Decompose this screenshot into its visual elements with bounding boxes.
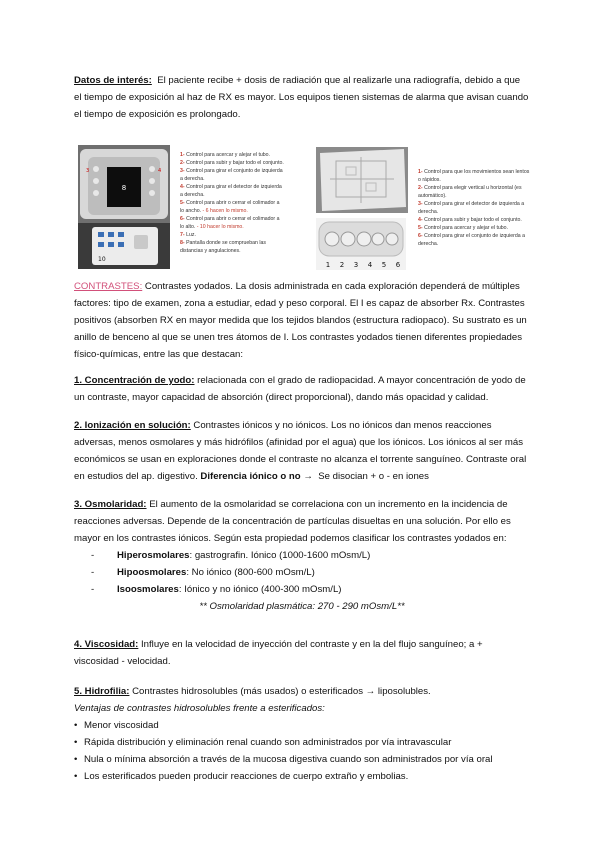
legend-panel-2 bbox=[418, 168, 532, 248]
legend-item: 4- Control para girar el detector de izquierda a derecha. bbox=[180, 184, 282, 198]
osmolaridad-text: El aumento de la osmolaridad se correlaciona con un incremento en la incidencia de reacciones adversas. Depende de la concentración de partículas disueltas en una solución. Por ello es mayor en los contrastes iónicos. Según esta propiedad podemos clasificar los contrastes yodados en: bbox=[74, 499, 511, 544]
legend-item: 2- Control para elegir vertical u horizontal (es automático). bbox=[418, 185, 522, 199]
panel2-number: 6 bbox=[395, 261, 401, 269]
legend-item: 8- Pantalla donde se comprueban las distancias y angulaciones. bbox=[180, 240, 266, 254]
list-item: • Los esterificados pueden producir reacciones de cuerpo extraño y embolias. bbox=[74, 768, 530, 785]
ionizacion-text: Contrastes iónicos y no iónicos. Los no iónicos dan menos reacciones adversas, menos osmolares y más hidrófilos (afinidad por el agua) que los iónicos. Los iónicos al ser más económicos se usan en exploraciones donde el contraste no alcanza el torrente sanguíneo. Contraste oral en estudios del ap. digestivo. bbox=[74, 420, 527, 482]
ionizacion-bold: Diferencia iónico o no bbox=[200, 471, 301, 482]
list-item: - Hiperosmolares: gastrografin. Iónico (1000-1600 mOsm/L) bbox=[74, 547, 530, 564]
svg-text:3: 3 bbox=[86, 168, 90, 174]
legend-item: 5- Control para acercar y alejar el tubo. bbox=[418, 225, 508, 231]
intro-paragraph bbox=[74, 72, 530, 123]
xray-panel-photo-1 bbox=[78, 145, 170, 269]
svg-text:8: 8 bbox=[121, 184, 127, 192]
ionizacion-label: 2. Ionización en solución: bbox=[74, 420, 191, 431]
panel2-number: 5 bbox=[381, 261, 387, 269]
plasma-osmolarity-note: ** Osmolaridad plasmática: 270 - 290 mOsm/L** bbox=[199, 601, 405, 612]
list-item: • Nula o mínima absorción a través de la mucosa digestiva cuando son administrados por vía oral bbox=[74, 751, 530, 768]
hidrofilia-list bbox=[74, 717, 530, 785]
contrastes-label: CONTRASTES: bbox=[74, 281, 143, 292]
legend-item: 7- Luz. bbox=[180, 232, 196, 238]
legend-item: 3- Control para girar el detector de izquierda a derecha. bbox=[418, 201, 525, 215]
viscosidad-text: Influye en la velocidad de inyección del contraste y en la del flujo sanguíneo; a + viscosidad - velocidad. bbox=[74, 639, 483, 667]
legend-item: 6- Control para abrir o cerrar el colimador a lo alto. - 10 hacer lo mismo. bbox=[180, 216, 280, 230]
legend-item: 4- Control para subir y bajar todo el conjunto. bbox=[418, 217, 522, 223]
legend-item: 2- Control para subir y bajar todo el conjunto. bbox=[180, 160, 284, 166]
concentracion-label: 1. Concentración de yodo: bbox=[74, 375, 195, 386]
panel1-number: 10 bbox=[98, 256, 106, 263]
ionizacion-paragraph bbox=[74, 417, 530, 485]
hidrofilia-subtitle: Ventajas de contrastes hidrosolubles frente a esterificados: bbox=[74, 703, 325, 714]
datos-text: El paciente recibe + dosis de radiación que al realizarle una radiografía, debido a que el tiempo de exposición al haz de RX es mayor. Los equipos tienen sistemas de alarma que avisan cuando el tiempo de exposición es prolongado. bbox=[74, 75, 529, 120]
ionizacion-tail: Se disocian + o - en iones bbox=[318, 471, 429, 482]
panel2-number: 1 bbox=[325, 261, 331, 269]
legend-item: 1- Control para que los movimientos sean lentos o rápidos. bbox=[418, 169, 530, 183]
list-item: • Rápida distribución y eliminación renal cuando son administrados por vía intravascular bbox=[74, 734, 530, 751]
legend-item: 1- Control para acercar y alejar el tubo. bbox=[180, 152, 270, 158]
hidrofilia-label: 5. Hidrofilia: bbox=[74, 686, 130, 697]
viscosidad-paragraph bbox=[74, 636, 530, 670]
datos-label: Datos de interés: bbox=[74, 75, 152, 86]
contrastes-text: Contrastes yodados. La dosis administrada en cada exploración dependerá de múltiples factores: tipo de examen, zona a estudiar, edad y peso corporal. El I es capaz de absorber Rx. Contrastes positivos (absorben RX en mayor medida que los tejidos blandos (estructura radiopaco). Su sustrato es un anillo de benceno al que se unen tres átomos de I. Los contrastes yodados tienen diferentes propiedades físico-químicas, entre las que destacan: bbox=[74, 281, 527, 360]
hidrofilia-text: Contrastes hidrosolubles (más usados) o esterificados → liposolubles. bbox=[132, 686, 431, 697]
arrow-symbol: → bbox=[303, 471, 313, 482]
list-item: - Hipoosmolares: No iónico (800-600 mOsm/L) bbox=[74, 564, 530, 581]
panel2-number: 4 bbox=[367, 261, 373, 269]
concentracion-paragraph bbox=[74, 372, 530, 406]
detector-photo bbox=[316, 147, 408, 213]
osmolaridad-paragraph bbox=[74, 496, 530, 615]
concentracion-text: relacionada con el grado de radiopacidad. A mayor concentración de yodo de un contraste, mayor capacidad de absorción (direct proporcional), dando más opacidad y calidad. bbox=[74, 375, 526, 403]
keypad-photo bbox=[316, 218, 406, 270]
list-item: • Menor viscosidad bbox=[74, 717, 530, 734]
contrastes-paragraph bbox=[74, 278, 530, 363]
osmolaridad-list bbox=[74, 547, 530, 598]
svg-text:4: 4 bbox=[158, 168, 162, 174]
panel2-number: 3 bbox=[353, 261, 359, 269]
osmolaridad-label: 3. Osmolaridad: bbox=[74, 499, 147, 510]
legend-panel-1 bbox=[180, 151, 284, 255]
viscosidad-label: 4. Viscosidad: bbox=[74, 639, 139, 650]
legend-item: 3- Control para girar el conjunto de izquierda a derecha. bbox=[180, 168, 283, 182]
legend-item: 5- Control para abrir o cerrar el colimador a lo ancho. - 6 hacen lo mismo. bbox=[180, 200, 280, 214]
panel2-number: 2 bbox=[339, 261, 345, 269]
list-item: - Isoosmolares: Iónico y no iónico (400-300 mOsm/L) bbox=[74, 581, 530, 598]
hidrofilia-paragraph bbox=[74, 683, 530, 785]
legend-item: 6- Control para girar el conjunto de izquierda a derecha. bbox=[418, 233, 526, 247]
